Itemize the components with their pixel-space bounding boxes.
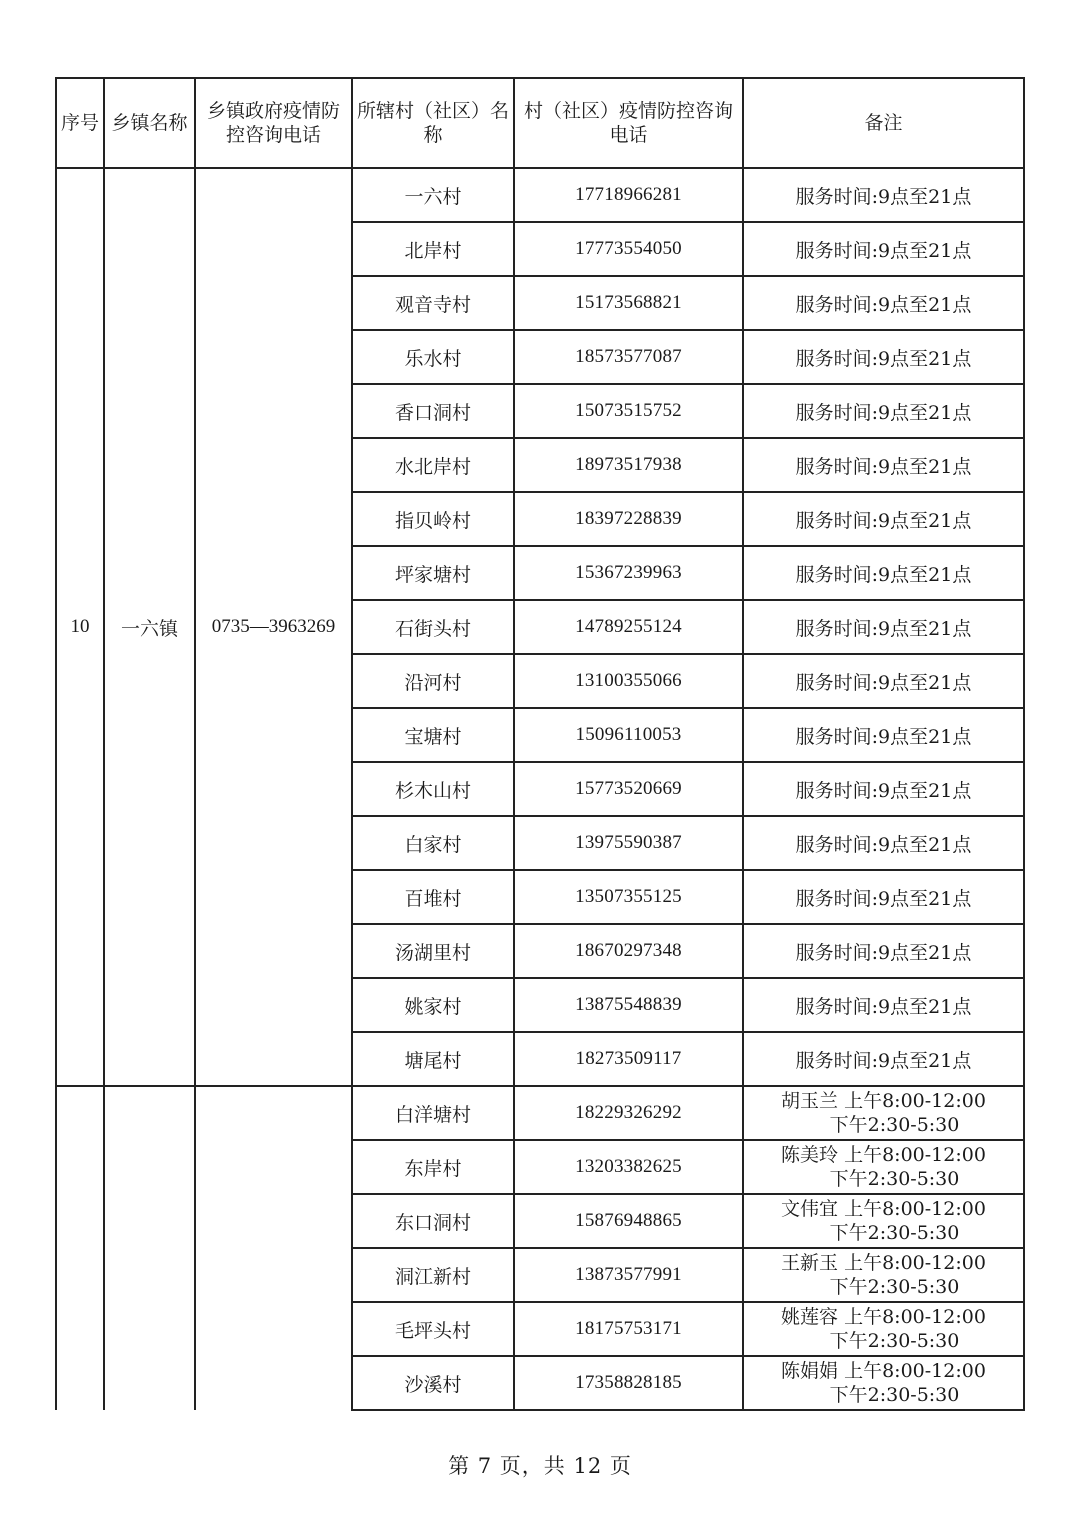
village-name-cell: 汤湖里村 (352, 924, 514, 978)
village-phone-cell: 15096110053 (514, 708, 743, 762)
village-phone-cell: 18273509117 (514, 1032, 743, 1086)
village-phone-cell: 13875548839 (514, 978, 743, 1032)
note-cell: 服务时间:9点至21点 (743, 924, 1024, 978)
village-phone-cell: 15173568821 (514, 276, 743, 330)
village-name-cell: 乐水村 (352, 330, 514, 384)
town-phone-cell-empty (195, 1086, 352, 1410)
village-name-cell: 塘尾村 (352, 1032, 514, 1086)
page-footer: 第 7 页，共 12 页 (448, 1454, 632, 1478)
village-name-cell: 白家村 (352, 816, 514, 870)
note-line-contact: 文伟宜 上午8:00-12:00 (781, 1198, 986, 1220)
village-phone-cell: 17773554050 (514, 222, 743, 276)
note-cell: 服务时间:9点至21点 (743, 978, 1024, 1032)
note-cell: 服务时间:9点至21点 (743, 1032, 1024, 1086)
village-name-cell: 北岸村 (352, 222, 514, 276)
note-line-contact: 陈美玲 上午8:00-12:00 (781, 1144, 986, 1166)
note-cell: 服务时间:9点至21点 (743, 654, 1024, 708)
village-phone-cell: 18573577087 (514, 330, 743, 384)
note-cell (743, 1194, 1024, 1248)
header-note: 备注 (743, 78, 1024, 168)
note-line-afternoon: 下午2:30-5:30 (829, 1330, 960, 1352)
village-phone-cell: 18973517938 (514, 438, 743, 492)
village-phone-cell: 15773520669 (514, 762, 743, 816)
village-phone-cell: 17358828185 (514, 1356, 743, 1410)
village-name-cell: 洞江新村 (352, 1248, 514, 1302)
village-name-cell: 沿河村 (352, 654, 514, 708)
seq-cell: 10 (56, 168, 104, 1086)
village-phone-cell: 13203382625 (514, 1140, 743, 1194)
header-row (56, 78, 1024, 168)
note-line-afternoon: 下午2:30-5:30 (829, 1276, 960, 1298)
village-name-cell: 百堆村 (352, 870, 514, 924)
note-cell: 服务时间:9点至21点 (743, 168, 1024, 222)
town-name-cell: 一六镇 (104, 168, 195, 1086)
village-phone-cell: 13873577991 (514, 1248, 743, 1302)
note-cell: 服务时间:9点至21点 (743, 492, 1024, 546)
note-cell: 服务时间:9点至21点 (743, 276, 1024, 330)
note-cell: 服务时间:9点至21点 (743, 762, 1024, 816)
note-line-afternoon: 下午2:30-5:30 (829, 1114, 960, 1136)
note-line-contact: 王新玉 上午8:00-12:00 (781, 1252, 986, 1274)
village-phone-cell: 15073515752 (514, 384, 743, 438)
village-phone-cell: 18229326292 (514, 1086, 743, 1140)
note-line-afternoon: 下午2:30-5:30 (829, 1168, 960, 1190)
village-name-cell: 沙溪村 (352, 1356, 514, 1410)
note-cell (743, 1086, 1024, 1140)
village-phone-cell: 18670297348 (514, 924, 743, 978)
village-name-cell: 水北岸村 (352, 438, 514, 492)
village-phone-cell: 15367239963 (514, 546, 743, 600)
table-row (56, 168, 1024, 222)
village-name-cell: 香口洞村 (352, 384, 514, 438)
header-town-phone: 乡镇政府疫情防控咨询电话 (195, 78, 352, 168)
village-name-cell: 白洋塘村 (352, 1086, 514, 1140)
table-row (56, 1086, 1024, 1140)
town-name-cell-empty (104, 1086, 195, 1410)
header-village-phone: 村（社区）疫情防控咨询电话 (514, 78, 743, 168)
village-name-cell: 杉木山村 (352, 762, 514, 816)
note-cell (743, 1302, 1024, 1356)
note-line-afternoon: 下午2:30-5:30 (829, 1384, 960, 1406)
note-cell: 服务时间:9点至21点 (743, 816, 1024, 870)
village-phone-cell: 13100355066 (514, 654, 743, 708)
note-cell: 服务时间:9点至21点 (743, 384, 1024, 438)
seq-cell-empty (56, 1086, 104, 1410)
village-name-cell: 坪家塘村 (352, 546, 514, 600)
village-name-cell: 东岸村 (352, 1140, 514, 1194)
note-line-afternoon: 下午2:30-5:30 (829, 1222, 960, 1244)
contact-table (55, 77, 1025, 1411)
note-cell (743, 1248, 1024, 1302)
village-name-cell: 观音寺村 (352, 276, 514, 330)
town-phone-cell: 0735—3963269 (195, 168, 352, 1086)
village-phone-cell: 14789255124 (514, 600, 743, 654)
note-line-contact: 胡玉兰 上午8:00-12:00 (781, 1090, 986, 1112)
village-name-cell: 东口洞村 (352, 1194, 514, 1248)
village-phone-cell: 18397228839 (514, 492, 743, 546)
village-phone-cell: 15876948865 (514, 1194, 743, 1248)
village-name-cell: 石街头村 (352, 600, 514, 654)
header-seq: 序号 (56, 78, 104, 168)
note-cell: 服务时间:9点至21点 (743, 546, 1024, 600)
header-village: 所辖村（社区）名称 (352, 78, 514, 168)
village-name-cell: 一六村 (352, 168, 514, 222)
note-line-contact: 姚莲容 上午8:00-12:00 (781, 1306, 986, 1328)
village-phone-cell: 13507355125 (514, 870, 743, 924)
header-town: 乡镇名称 (104, 78, 195, 168)
note-cell: 服务时间:9点至21点 (743, 330, 1024, 384)
note-cell: 服务时间:9点至21点 (743, 222, 1024, 276)
village-name-cell: 姚家村 (352, 978, 514, 1032)
note-cell: 服务时间:9点至21点 (743, 870, 1024, 924)
village-phone-cell: 18175753171 (514, 1302, 743, 1356)
village-name-cell: 宝塘村 (352, 708, 514, 762)
note-cell: 服务时间:9点至21点 (743, 600, 1024, 654)
note-cell (743, 1356, 1024, 1410)
note-cell: 服务时间:9点至21点 (743, 438, 1024, 492)
village-name-cell: 毛坪头村 (352, 1302, 514, 1356)
village-phone-cell: 13975590387 (514, 816, 743, 870)
village-phone-cell: 17718966281 (514, 168, 743, 222)
village-name-cell: 指贝岭村 (352, 492, 514, 546)
note-cell (743, 1140, 1024, 1194)
note-cell: 服务时间:9点至21点 (743, 708, 1024, 762)
note-line-contact: 陈娟娟 上午8:00-12:00 (781, 1360, 986, 1382)
